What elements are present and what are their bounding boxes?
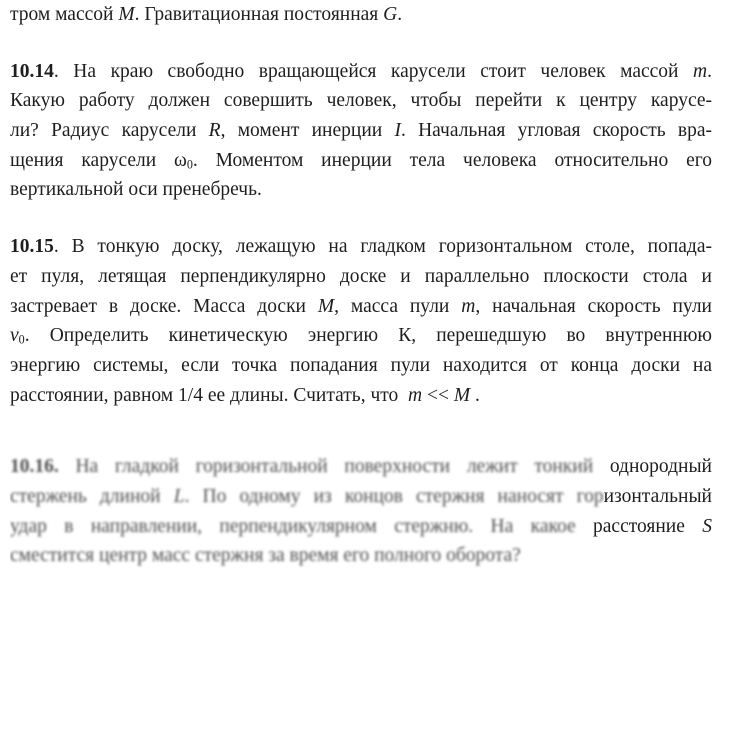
- text-line: [10, 482, 712, 512]
- text-segment: I: [394, 120, 401, 142]
- text-segment: 0: [186, 157, 193, 172]
- text-segment: . По одному из концов стержня наносят гор: [184, 485, 604, 507]
- text-segment: M: [118, 4, 135, 25]
- text-segment: . В тонкую доску, лежащую на гладком горизонтальном столе, попада-: [53, 236, 712, 258]
- text-line: [10, 232, 712, 262]
- text-segment: M: [317, 295, 335, 317]
- text-segment: однородный: [609, 456, 712, 478]
- text-segment: . На краю свободно вращающейся карусели стоит человек массой: [53, 60, 694, 82]
- text-line: [10, 512, 712, 542]
- text-line: [10, 175, 712, 205]
- text-segment: 0: [18, 332, 25, 347]
- problem-10-14: [10, 57, 712, 205]
- text-segment: застревает в доске. Масса доски: [10, 295, 318, 317]
- text-segment: Какую работу должен совершить человек, чтобы перейти к центру карусе-: [10, 90, 712, 112]
- text-segment: 10.16.: [10, 456, 59, 478]
- text-line: [10, 0, 712, 30]
- text-segment: .: [397, 4, 403, 25]
- text-segment: L: [173, 485, 185, 507]
- text-segment: энергию системы, если точка попадания пули находится от конца доски на: [10, 354, 712, 376]
- text-segment: 10.15: [10, 236, 54, 258]
- text-segment: стержень длиной: [10, 485, 174, 507]
- text-segment: . Определить кинетическую энергию К, перешедшую во внутреннюю: [24, 325, 712, 347]
- text-segment: ли? Радиус карусели: [10, 120, 209, 142]
- text-segment: , момент инерции: [220, 120, 395, 142]
- text-segment: R: [208, 120, 221, 142]
- text-segment: удар в направлении, перпендикулярном стержню. На какое: [10, 515, 594, 537]
- text-segment: 10.14: [10, 60, 54, 82]
- text-segment: расстоянии, равном 1/4 ее длины. Считать, что: [10, 384, 409, 406]
- text-segment: , начальная скорость пули: [475, 295, 712, 317]
- text-segment: расстояние: [593, 515, 703, 537]
- text-line: [10, 452, 712, 482]
- problem-10-16: [10, 452, 712, 571]
- text-segment: щения карусели ω: [10, 149, 187, 171]
- text-line: [10, 292, 712, 322]
- text-line: [10, 321, 712, 351]
- text-line: [10, 86, 712, 116]
- text-segment: <<: [422, 384, 454, 406]
- text-segment: v: [10, 325, 19, 347]
- text-line: [10, 381, 712, 411]
- text-segment: G: [383, 4, 398, 25]
- problem-10-15: [10, 232, 712, 410]
- text-segment: . Начальная угловая скорость вра-: [400, 120, 712, 142]
- text-line: [10, 541, 712, 571]
- text-segment: m: [461, 295, 476, 317]
- text-segment: S: [702, 515, 712, 537]
- text-line: [10, 116, 712, 146]
- fragment-previous-problem: [10, 0, 712, 30]
- text-segment: m: [408, 384, 423, 406]
- text-segment: вертикальной оси пренебречь.: [10, 179, 262, 201]
- text-line: [10, 262, 712, 292]
- text-segment: . Гравитационная постоянная: [134, 4, 384, 25]
- text-segment: изонтальный: [603, 485, 712, 507]
- text-segment: сместится центр масс стержня за время его полного оборота?: [10, 545, 521, 567]
- text-line: [10, 146, 712, 176]
- text-segment: .: [707, 60, 712, 82]
- text-segment: ет пуля, летящая перпендикулярно доске и параллельно плоскости стола и: [10, 265, 712, 287]
- text-segment: . Моментом инерции тела человека относительно его: [192, 149, 712, 171]
- text-segment: m: [693, 60, 708, 82]
- text-segment: На гладкой горизонтальной поверхности лежит тонкий: [58, 456, 610, 478]
- text-segment: .: [470, 384, 480, 406]
- text-segment: , масса пули: [334, 295, 462, 317]
- text-segment: M: [453, 384, 471, 406]
- text-segment: тром массой: [10, 4, 119, 25]
- text-line: [10, 351, 712, 381]
- text-line: [10, 57, 712, 87]
